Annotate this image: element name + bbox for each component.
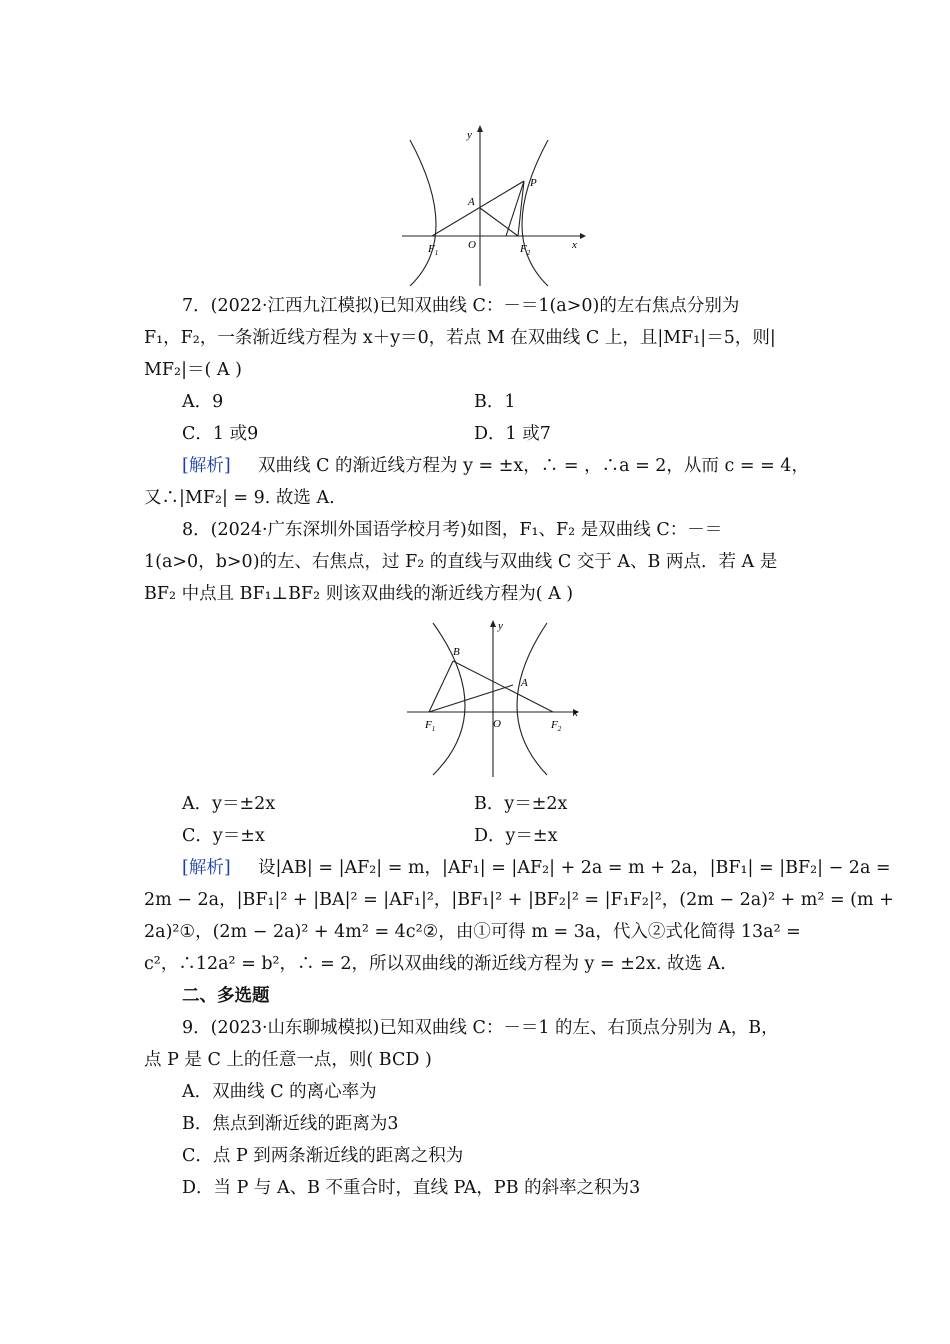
label-x: x xyxy=(573,707,578,719)
q9-option-c: C．点 P 到两条渐近线的距离之积为 xyxy=(182,1146,464,1166)
label-o: O xyxy=(468,239,476,251)
q8-option-c: C．y＝±x xyxy=(182,826,265,846)
left-branch xyxy=(433,623,465,775)
y-axis-arrow xyxy=(477,125,483,132)
q7-solution-2: 又∴|MF₂| = 9. 故选 A. xyxy=(144,488,335,508)
q9-option-a: A．双曲线 C 的离心率为 xyxy=(182,1082,377,1102)
label-o: O xyxy=(493,718,501,730)
q7-line-2: F₁，F₂，一条渐近线方程为 x＋y＝0，若点 M 在双曲线 C 上，且|MF₁|＝5，则| xyxy=(144,328,776,348)
q8-line-1: 8．(2024·广东深圳外国语学校月考)如图，F₁、F₂ 是双曲线 C：－＝ xyxy=(182,520,723,540)
left-branch xyxy=(410,140,439,286)
segment-a-f2 xyxy=(480,208,518,236)
section-heading-multi-choice: 二、多选题 xyxy=(182,986,270,1006)
q9-line-1: 9．(2023·山东聊城模拟)已知双曲线 C：－＝1 的左、右顶点分别为 A，B， xyxy=(182,1018,779,1038)
q7-option-b: B．1 xyxy=(474,392,516,412)
segment-f1-a xyxy=(429,685,513,712)
q8-line-2: 1(a>0，b>0)的左、右焦点，过 F₂ 的直线与双曲线 C 交于 A、B 两点．若 A 是 xyxy=(144,552,778,572)
q8-solution-4: c²，∴12a² = b²，∴ = 2，所以双曲线的渐近线方程为 y = ±2x. 故选 A. xyxy=(144,954,726,974)
label-f2: $F_2$ xyxy=(520,243,531,257)
right-branch xyxy=(517,623,547,775)
q8-option-a: A．y＝±2x xyxy=(182,794,276,814)
q8-line-3: BF₂ 中点且 BF₁⊥BF₂ 则该双曲线的渐近线方程为( A ) xyxy=(144,584,574,604)
figure-2-hyperbola xyxy=(405,615,590,780)
label-a: A xyxy=(521,677,528,689)
x-axis-arrow xyxy=(580,233,586,239)
q7-solution-1: 双曲线 C 的渐近线方程为 y = ±x，∴ = ，∴a = 2，从而 c = = 4， xyxy=(258,456,809,476)
label-y: y xyxy=(498,620,503,632)
label-p: P xyxy=(530,177,537,189)
q7-option-d: D．1 或7 xyxy=(474,424,551,444)
q8-solution-1: 设|AB| = |AF₂| = m，|AF₁| = |AF₂| + 2a = m + 2a，|BF₁| = |BF₂| − 2a = xyxy=(258,858,891,878)
label-y: y xyxy=(467,129,472,141)
q8-solution-3: 2a)²①，(2m − 2a)² + 4m² = 4c²②，由①可得 m = 3a，代入②式化简得 13a² = xyxy=(144,922,801,942)
q8-option-b: B．y＝±2x xyxy=(474,794,568,814)
q8-jiexi-label: [解析] xyxy=(182,858,231,878)
q7-line-1: 7．(2022·江西九江模拟)已知双曲线 C：－＝1(a>0)的左右焦点分别为 xyxy=(182,296,740,316)
label-a: A xyxy=(468,196,475,208)
right-branch xyxy=(522,140,548,286)
q8-option-d: D．y＝±x xyxy=(474,826,558,846)
label-f1: $F_1$ xyxy=(428,243,439,257)
q7-option-a: A．9 xyxy=(182,392,224,412)
segment-b-f2 xyxy=(453,661,553,712)
label-f1: $F_1$ xyxy=(425,719,436,733)
q8-solution-2: 2m − 2a，|BF₁|² + |BA|² = |AF₁|²，|BF₁|² + |BF₂|² = |F₁F₂|²，(2m − 2a)² + m² = (m + xyxy=(144,890,894,910)
q9-option-b: B．焦点到渐近线的距离为3 xyxy=(182,1114,399,1134)
segment-f1-p xyxy=(432,181,524,236)
label-x: x xyxy=(572,239,577,251)
figure-1-hyperbola xyxy=(400,120,590,290)
q9-line-2: 点 P 是 C 上的任意一点，则( BCD ) xyxy=(144,1050,432,1070)
q7-jiexi-label: [解析] xyxy=(182,456,231,476)
label-b: B xyxy=(453,646,460,658)
q9-option-d: D．当 P 与 A、B 不重合时，直线 PA，PB 的斜率之积为3 xyxy=(182,1178,641,1198)
q7-line-3: MF₂|＝( A ) xyxy=(144,360,242,380)
y-axis-arrow xyxy=(490,620,496,627)
segment-f1-b xyxy=(429,661,453,712)
q7-option-c: C．1 或9 xyxy=(182,424,259,444)
label-f2: $F_2$ xyxy=(551,719,562,733)
